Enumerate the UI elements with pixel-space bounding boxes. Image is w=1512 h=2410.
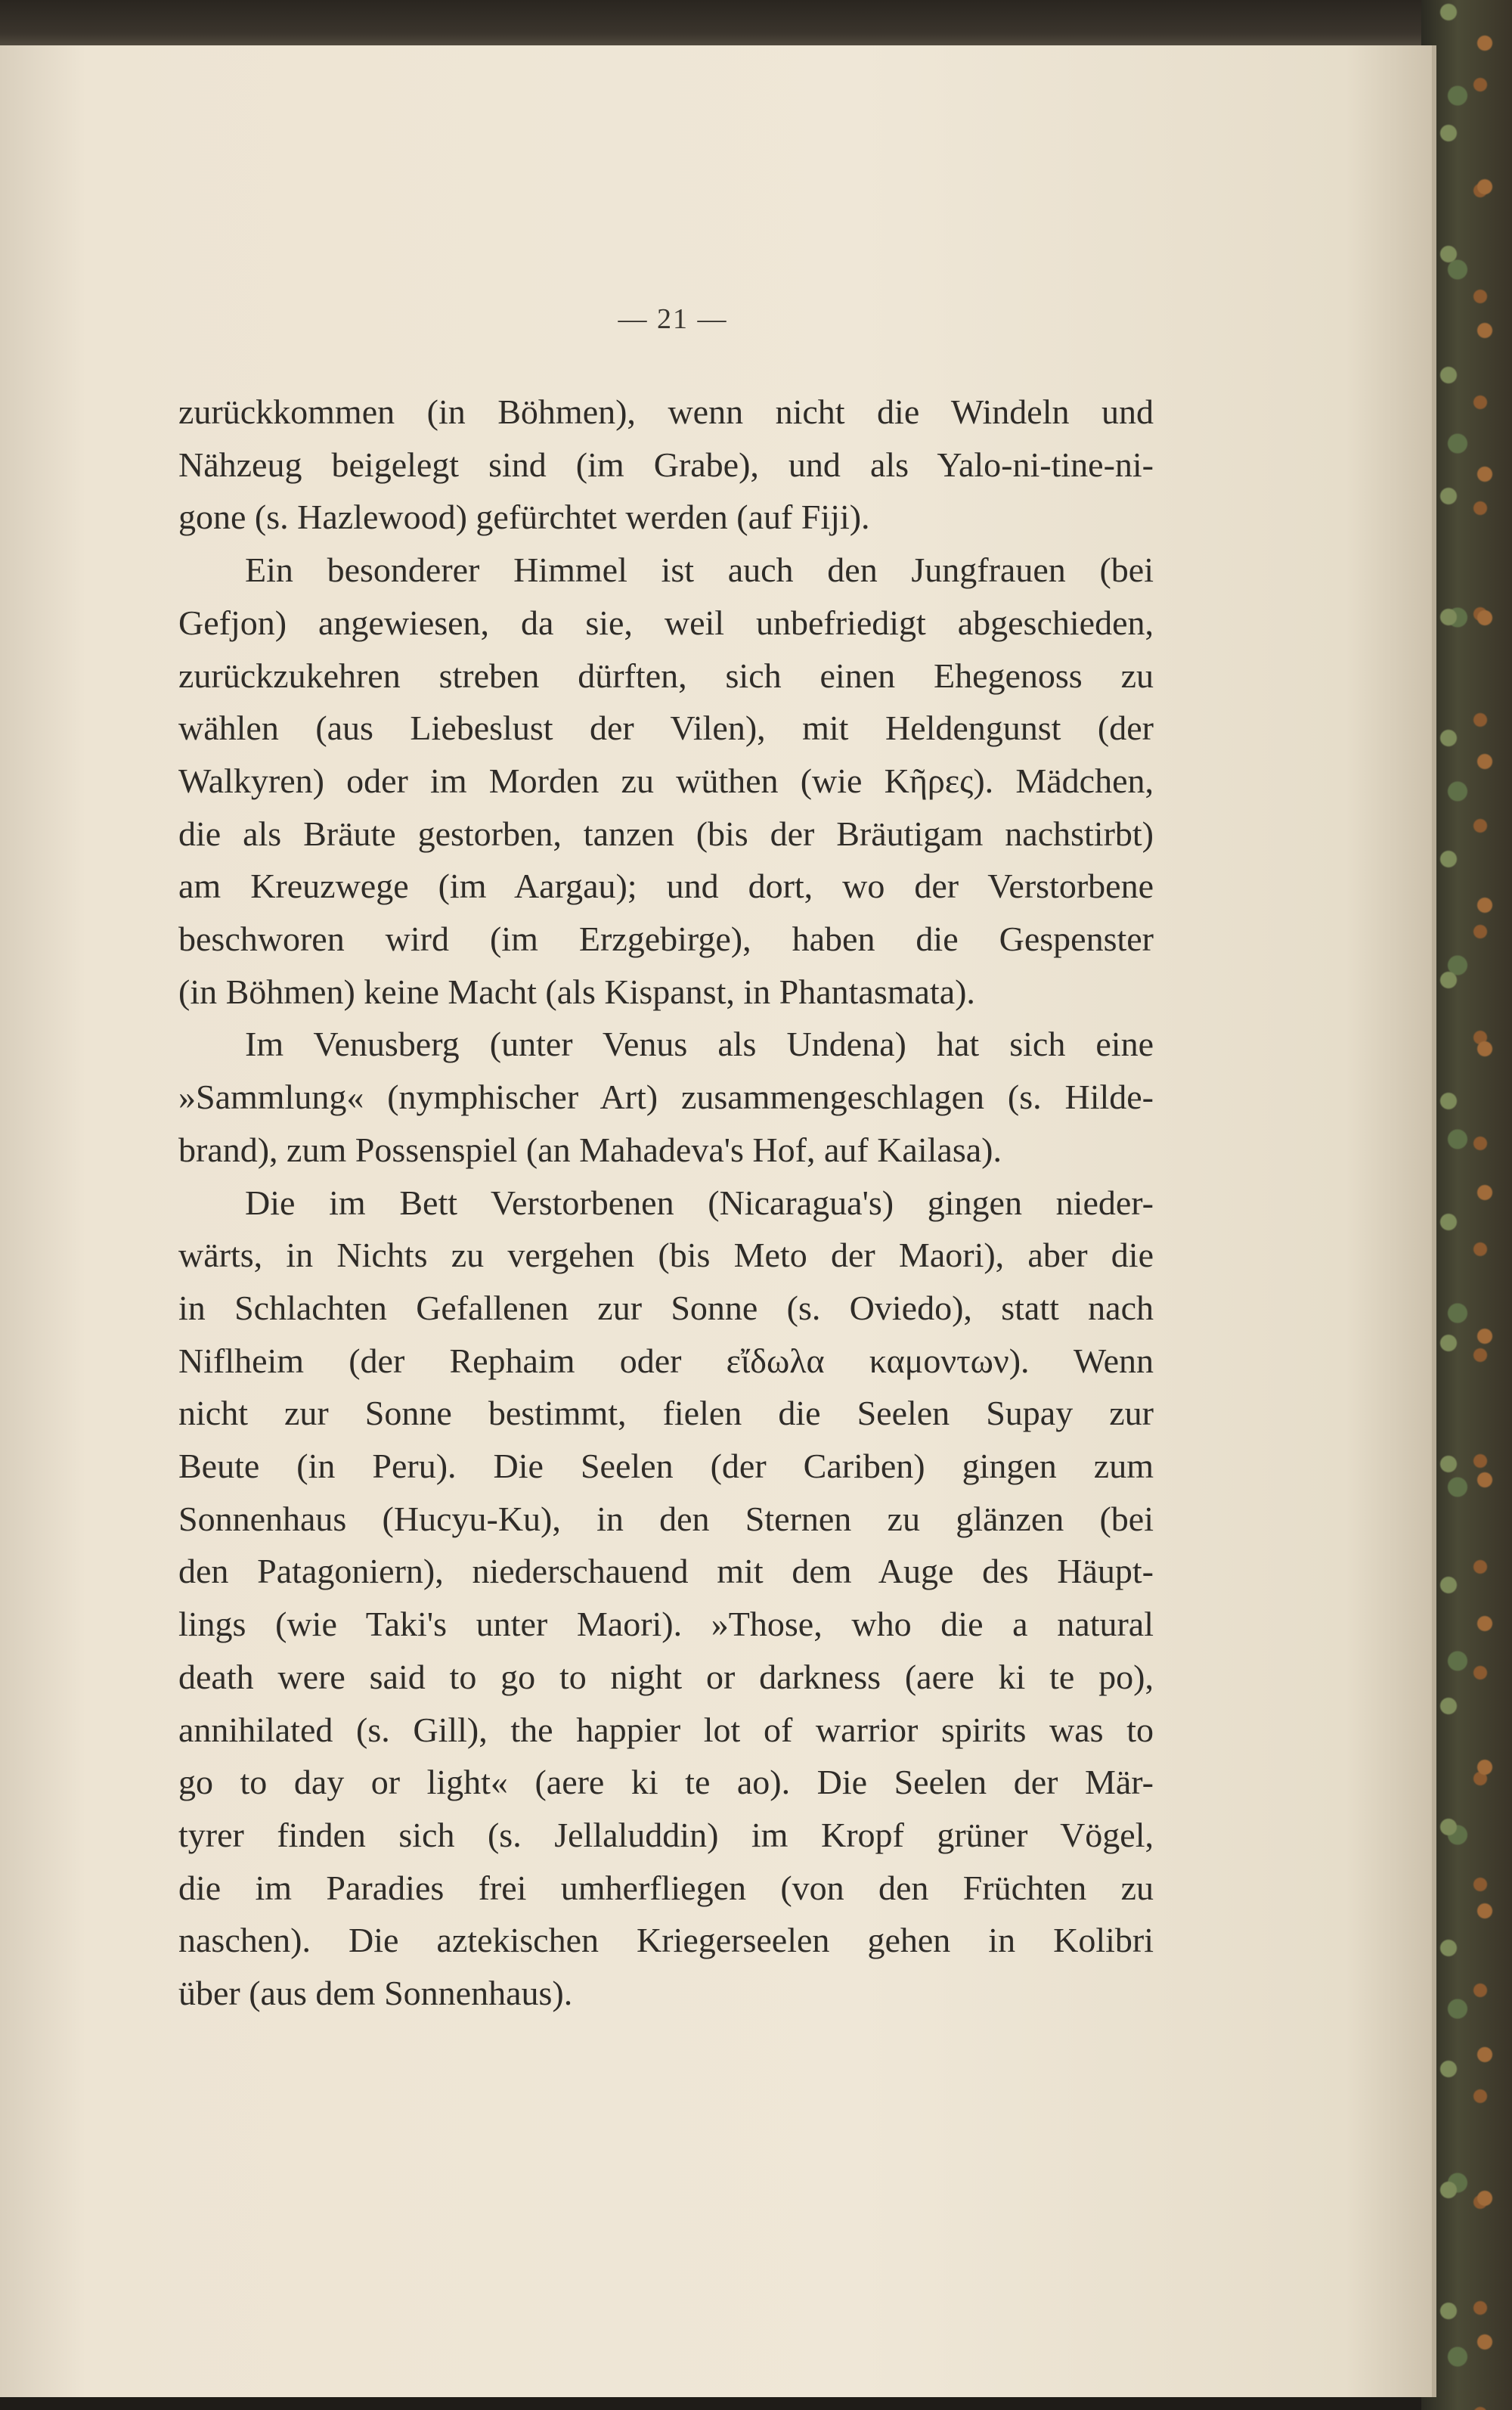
text-line: brand), zum Possenspiel (an Mahadeva's Hof, auf Kailasa). <box>178 1130 1002 1169</box>
text-line: die als Bräute gestorben, tanzen (bis der Bräutigam nachstirbt) <box>178 814 1154 853</box>
text-line: zurückzukehren streben dürften, sich einen Ehegenoss zu <box>178 656 1154 695</box>
text-line: Nähzeug beigelegt sind (im Grabe), und als Yalo-ni-tine-ni- <box>178 445 1154 484</box>
text-line: in Schlachten Gefallenen zur Sonne (s. Oviedo), statt nach <box>178 1288 1154 1327</box>
body-text <box>178 386 1154 2020</box>
text-line: wärts, in Nichts zu vergehen (bis Meto der Maori), aber die <box>178 1236 1154 1275</box>
text-line: beschworen wird (im Erzgebirge), haben die Gespenster <box>178 920 1154 959</box>
text-line: (in Böhmen) keine Macht (als Kispanst, in Phantasmata). <box>178 972 975 1011</box>
text-line: naschen). Die aztekischen Kriegerseelen gehen in Kolibri <box>178 1921 1154 1960</box>
text-line: Sonnenhaus (Hucyu-Ku), in den Sternen zu glänzen (bei <box>178 1499 1154 1538</box>
text-line: nicht zur Sonne bestimmt, fielen die Seelen Supay zur <box>178 1394 1154 1433</box>
book-page <box>0 45 1436 2397</box>
text-line: Im Venusberg (unter Venus als Undena) hat sich eine <box>245 1025 1154 1064</box>
text-line: death were said to go to night or darkness (aere ki te po), <box>178 1657 1154 1696</box>
text-line: zurückkommen (in Böhmen), wenn nicht die Windeln und <box>178 392 1154 431</box>
text-line: Die im Bett Verstorbenen (Nicaragua's) gingen nieder- <box>245 1183 1154 1222</box>
text-line: »Sammlung« (nymphischer Art) zusammengeschlagen (s. Hilde- <box>178 1078 1154 1117</box>
text-line: über (aus dem Sonnenhaus). <box>178 1974 573 2013</box>
text-line: gone (s. Hazlewood) gefürchtet werden (auf Fiji). <box>178 498 870 537</box>
text-line: Ein besonderer Himmel ist auch den Jungfrauen (bei <box>245 551 1154 590</box>
text-line: Niflheim (der Rephaim oder εἴδωλα καμοντων). Wenn <box>178 1341 1154 1380</box>
text-line: am Kreuzwege (im Aargau); und dort, wo der Verstorbene <box>178 867 1154 906</box>
text-line: Gefjon) angewiesen, da sie, weil unbefriedigt abgeschieden, <box>178 603 1154 642</box>
text-line: wählen (aus Liebeslust der Vilen), mit Heldengunst (der <box>178 709 1154 748</box>
text-line: tyrer finden sich (s. Jellaluddin) im Kropf grüner Vögel, <box>178 1815 1154 1854</box>
text-line: den Patagoniern), niederschauend mit dem Auge des Häupt- <box>178 1552 1154 1591</box>
text-line: Beute (in Peru). Die Seelen (der Cariben) gingen zum <box>178 1447 1154 1486</box>
text-line: annihilated (s. Gill), the happier lot of warrior spirits was to <box>178 1710 1154 1749</box>
page-number: — 21 — <box>618 303 728 335</box>
text-line: Walkyren) oder im Morden zu wüthen (wie Κῆρες). Mädchen, <box>178 761 1154 800</box>
text-line: lings (wie Taki's unter Maori). »Those, who die a natural <box>178 1605 1154 1644</box>
text-line: go to day or light« (aere ki te ao). Die Seelen der Mär- <box>178 1763 1154 1802</box>
text-line: die im Paradies frei umherfliegen (von den Früchten zu <box>178 1868 1154 1907</box>
